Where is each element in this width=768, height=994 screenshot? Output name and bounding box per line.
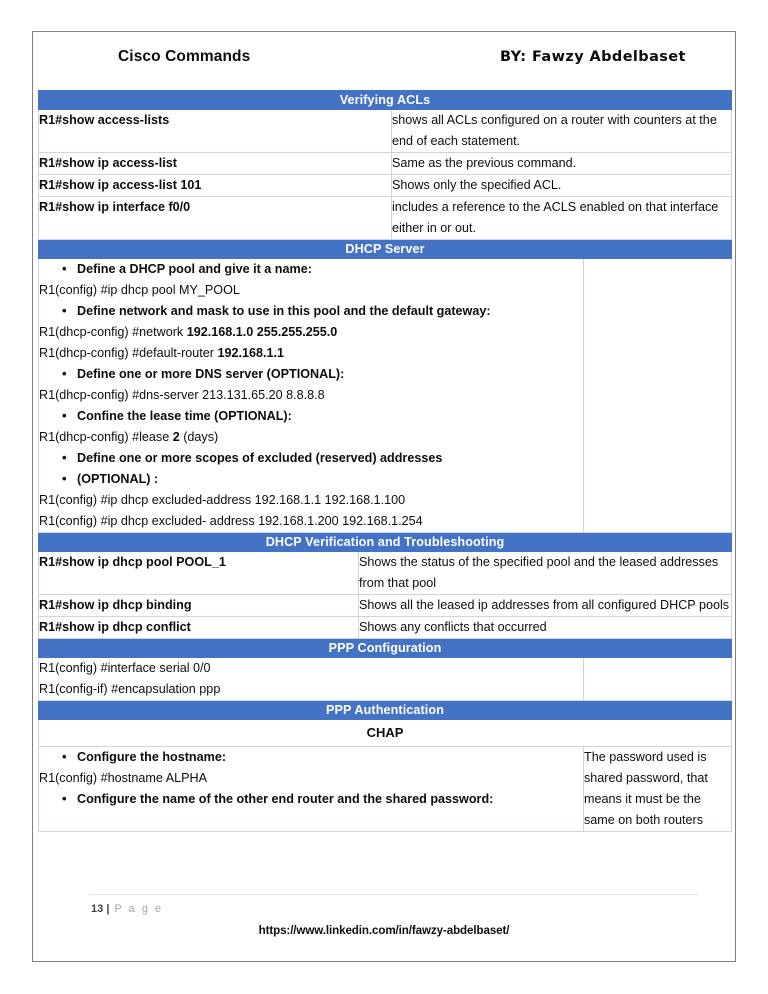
table-row bbox=[39, 595, 732, 617]
config-line: R1(config) #ip dhcp excluded-address 192.168.1.1 192.168.1.100 bbox=[39, 493, 406, 507]
config-line: R1(config) #hostname ALPHA bbox=[39, 771, 208, 785]
table-row bbox=[39, 110, 732, 153]
list-item: • Define a DHCP pool and give it a name: bbox=[77, 259, 583, 280]
command-cell: R1#show access-lists bbox=[39, 110, 392, 153]
page-number bbox=[91, 903, 163, 915]
section-band-label: DHCP Server bbox=[39, 240, 732, 259]
section-band-ppp-authentication bbox=[39, 701, 732, 720]
config-line: R1(dhcp-config) #lease 2 (days) bbox=[39, 430, 219, 444]
document-page bbox=[32, 31, 736, 962]
list-item: • Define network and mask to use in this pool and the default gateway: bbox=[77, 301, 583, 322]
page-number-separator: | bbox=[106, 903, 110, 915]
table-row bbox=[39, 552, 732, 595]
description-cell: Same as the previous command. bbox=[392, 153, 732, 175]
list-item: • (OPTIONAL) : bbox=[77, 469, 583, 490]
note-cell: The password used is shared password, that means it must be the same on both routers bbox=[584, 747, 732, 832]
ppp-config-block bbox=[39, 658, 584, 701]
description-cell: Shows all the leased ip addresses from all configured DHCP pools bbox=[359, 595, 732, 617]
config-line: R1(config) #ip dhcp pool MY_POOL bbox=[39, 283, 240, 297]
section-band-dhcp-server bbox=[39, 240, 732, 259]
command-line: R1(config-if) #encapsulation ppp bbox=[39, 682, 221, 696]
dhcp-server-steps bbox=[39, 301, 583, 322]
section-band-ppp-configuration bbox=[39, 639, 732, 658]
section-band-dhcp-verification bbox=[39, 533, 732, 552]
commands-table bbox=[38, 90, 732, 832]
author-byline: BY: Fawzy Abdelbaset bbox=[500, 49, 686, 65]
command-cell: R1#show ip access-list bbox=[39, 153, 392, 175]
page-title: Cisco Commands bbox=[118, 48, 251, 65]
table-row bbox=[39, 197, 732, 240]
command-cell: R1#show ip access-list 101 bbox=[39, 175, 392, 197]
description-cell: includes a reference to the ACLS enabled on that interface either in or out. bbox=[392, 197, 732, 240]
description-cell: Shows any conflicts that occurred bbox=[359, 617, 732, 639]
dhcp-server-steps bbox=[39, 406, 583, 427]
table-row bbox=[39, 259, 732, 533]
command-cell: R1#show ip dhcp pool POOL_1 bbox=[39, 552, 359, 595]
list-item: • Define one or more scopes of excluded (reserved) addresses bbox=[77, 448, 583, 469]
page-number-value: 13 bbox=[91, 903, 104, 915]
list-item: • Configure the hostname: bbox=[77, 747, 583, 768]
config-line: R1(dhcp-config) #dns-server 213.131.65.20 8.8.8.8 bbox=[39, 388, 325, 402]
command-cell: R1#show ip interface f0/0 bbox=[39, 197, 392, 240]
config-line: R1(dhcp-config) #default-router 192.168.1.1 bbox=[39, 346, 285, 360]
chap-steps bbox=[39, 747, 583, 768]
table-row bbox=[39, 175, 732, 197]
dhcp-server-steps bbox=[39, 364, 583, 385]
section-band-label: DHCP Verification and Troubleshooting bbox=[39, 533, 732, 552]
page-footer bbox=[33, 894, 735, 952]
chap-steps bbox=[39, 789, 583, 810]
empty-note-cell bbox=[584, 658, 732, 701]
footer-divider bbox=[89, 894, 699, 895]
footer-link[interactable]: https://www.linkedin.com/in/fawzy-abdelbaset/ bbox=[258, 924, 510, 937]
list-item: • Confine the lease time (OPTIONAL): bbox=[77, 406, 583, 427]
description-cell: Shows the status of the specified pool and the leased addresses from that pool bbox=[359, 552, 732, 595]
table-row bbox=[39, 617, 732, 639]
dhcp-server-steps bbox=[39, 448, 583, 490]
dhcp-server-block bbox=[39, 259, 584, 533]
dhcp-server-steps bbox=[39, 259, 583, 280]
config-line: R1(config) #ip dhcp excluded- address 192.168.1.200 192.168.1.254 bbox=[39, 514, 423, 528]
empty-note-cell bbox=[584, 259, 732, 533]
list-item: • Define one or more DNS server (OPTIONAL): bbox=[77, 364, 583, 385]
table-row bbox=[39, 747, 732, 832]
section-band-verifying-acls bbox=[39, 91, 732, 110]
section-band-label: PPP Authentication bbox=[39, 701, 732, 720]
description-cell: Shows only the specified ACL. bbox=[392, 175, 732, 197]
subsection-heading-label: CHAP bbox=[39, 720, 732, 747]
config-line: R1(dhcp-config) #network 192.168.1.0 255.255.255.0 bbox=[39, 325, 338, 339]
command-cell: R1#show ip dhcp conflict bbox=[39, 617, 359, 639]
command-line: R1(config) #interface serial 0/0 bbox=[39, 661, 211, 675]
command-cell: R1#show ip dhcp binding bbox=[39, 595, 359, 617]
subsection-heading-row bbox=[39, 720, 732, 747]
table-row bbox=[39, 658, 732, 701]
section-band-label: PPP Configuration bbox=[39, 639, 732, 658]
list-item: • Configure the name of the other end router and the shared password: bbox=[77, 789, 583, 810]
document-header bbox=[33, 32, 735, 84]
section-band-label: Verifying ACLs bbox=[39, 91, 732, 110]
table-row bbox=[39, 153, 732, 175]
chap-config-block bbox=[39, 747, 584, 832]
description-cell: shows all ACLs configured on a router with counters at the end of each statement. bbox=[392, 110, 732, 153]
page-word: P a g e bbox=[114, 903, 164, 915]
